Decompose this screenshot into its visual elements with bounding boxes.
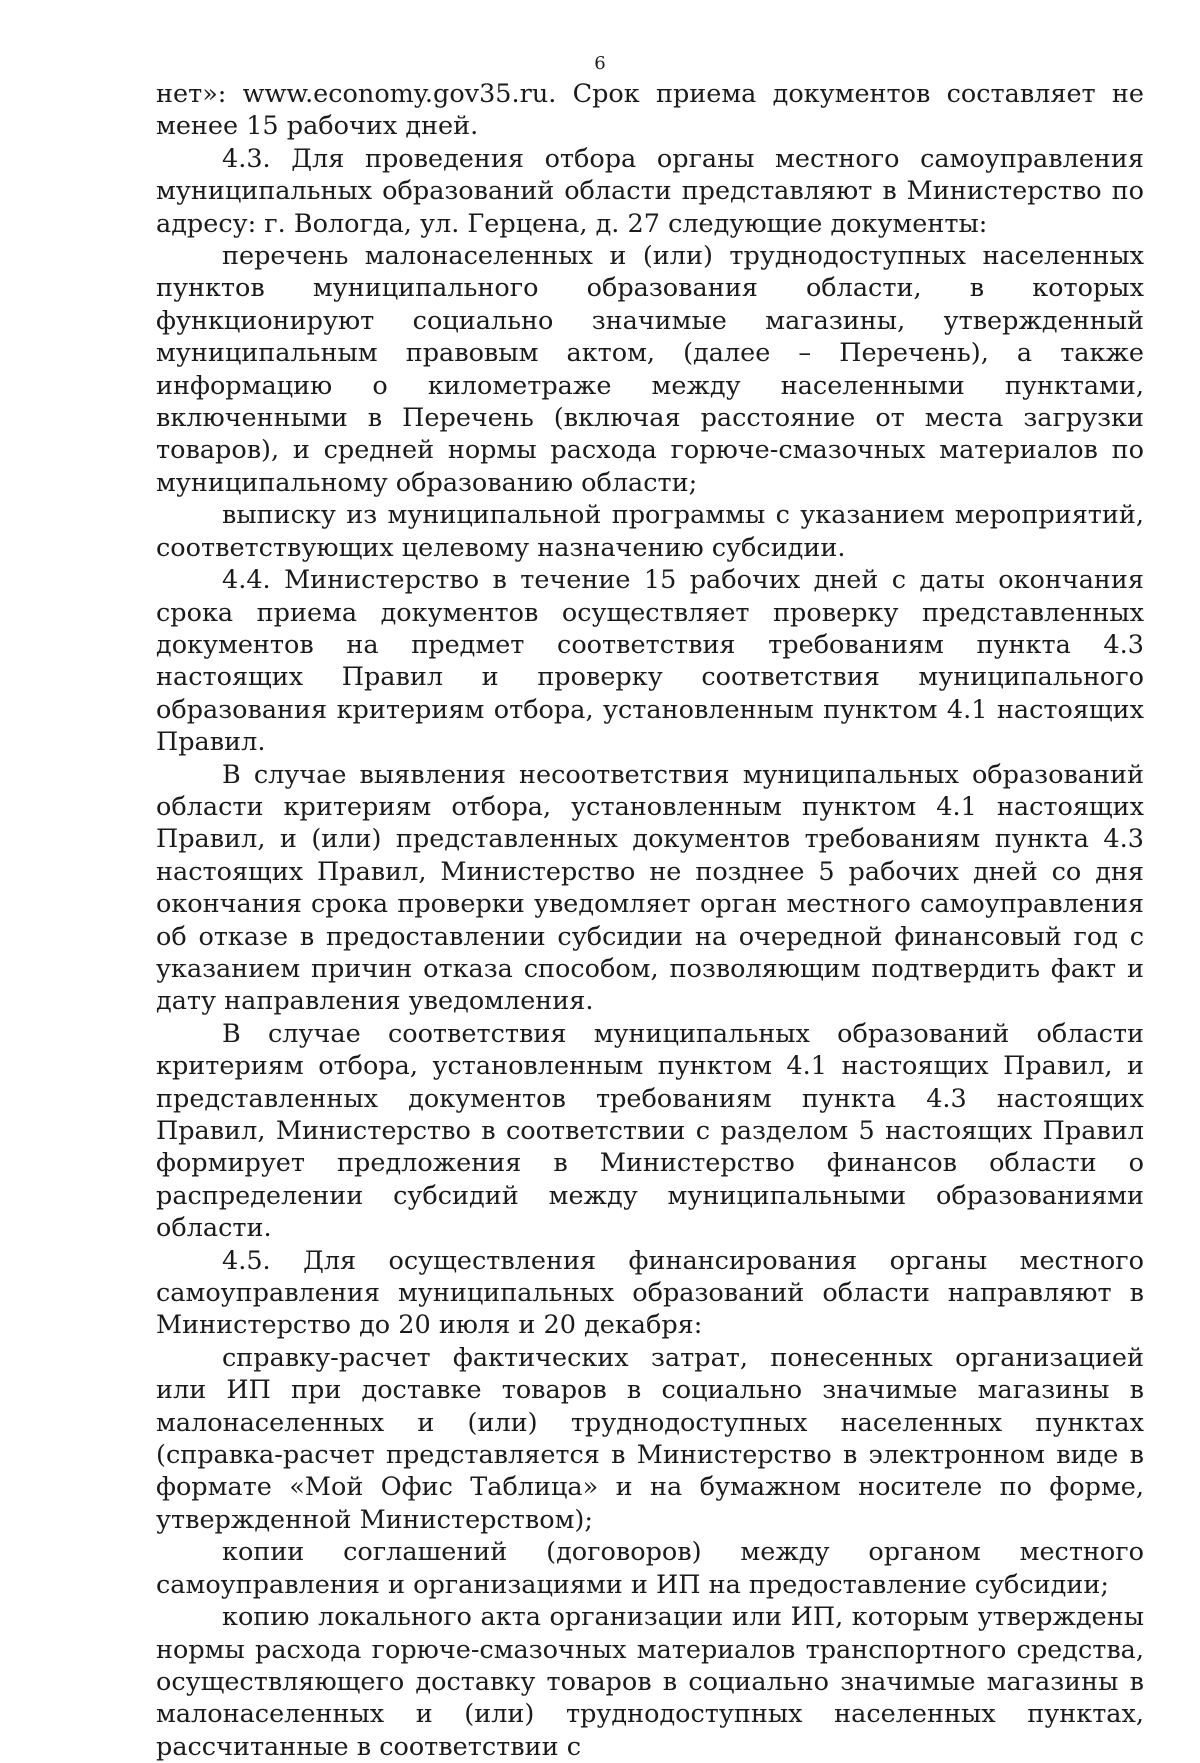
paragraph: В случае выявления несоответствия муниципальных образований области критериям отбора, установленным пунктом 4.1 настоящих Правил, и (или) представленных документов требованиям пункта 4.3 настоящих Правил, Министерство не позднее 5 рабочих дней со дня окончания срока проверки уведомляет орган местного самоуправления об отказе в предоставлении субсидии на очередной финансовый год с указанием причин отказа способом, позволяющим подтвердить факт и дату направления уведомления. bbox=[156, 759, 1144, 1017]
document-body bbox=[156, 78, 1144, 1763]
paragraph: В случае соответствия муниципальных образований области критериям отбора, установленным пунктом 4.1 настоящих Правил, и представленных документов требованиям пункта 4.3 настоящих Правил, Министерство в соответствии с разделом 5 настоящих Правил формирует предложения в Министерство финансов области о распределении субсидий между муниципальными образованиями области. bbox=[156, 1018, 1144, 1244]
paragraph: перечень малонаселенных и (или) труднодоступных населенных пунктов муниципального образования области, в которых функционируют социально значимые магазины, утвержденный муниципальным правовым актом, (далее – Перечень), а также информацию о километраже между населенными пунктами, включенными в Перечень (включая расстояние от места загрузки товаров), и средней нормы расхода горюче-смазочных материалов по муниципальному образованию области; bbox=[156, 241, 1144, 498]
paragraph: выписку из муниципальной программы с указанием мероприятий, соответствующих целевому назначению субсидии. bbox=[156, 500, 1144, 563]
paragraph: копию локального акта организации или ИП, которым утверждены нормы расхода горюче-смазочных материалов транспортного средства, осуществляющего доставку товаров в социально значимые магазины в малонаселенных и (или) труднодоступных населенных пунктах, рассчитанные в соответствии с bbox=[156, 1602, 1144, 1762]
paragraph: нет»: www.economy.gov35.ru. Срок приема документов составляет не менее 15 рабочих дней. bbox=[156, 79, 1144, 142]
paragraph: справку-расчет фактических затрат, понесенных организацией или ИП при доставке товаров в социально значимые магазины в малонаселенных и (или) труднодоступных населенных пунктах (справка-расчет представляется в Министерство в электронном виде в формате «Мой Офис Таблица» и на бумажном носителе по форме, утвержденной Министерством); bbox=[156, 1342, 1144, 1535]
paragraph: 4.4. Министерство в течение 15 рабочих дней с даты окончания срока приема документов осуществляет проверку представленных документов на предмет соответствия требованиям пункта 4.3 настоящих Правил и проверку соответствия муниципального образования критериям отбора, установленным пунктом 4.1 настоящих Правил. bbox=[156, 565, 1144, 758]
paragraph: копии соглашений (договоров) между органом местного самоуправления и организациями и ИП на предоставление субсидии; bbox=[156, 1537, 1144, 1600]
paragraph: 4.5. Для осуществления финансирования органы местного самоуправления муниципальных образований области направляют в Министерство до 20 июля и 20 декабря: bbox=[156, 1245, 1144, 1341]
paragraph: 4.3. Для проведения отбора органы местного самоуправления муниципальных образований области представляют в Министерство по адресу: г. Вологда, ул. Герцена, д. 27 следующие документы: bbox=[156, 143, 1144, 239]
page-number: 6 bbox=[594, 53, 606, 74]
